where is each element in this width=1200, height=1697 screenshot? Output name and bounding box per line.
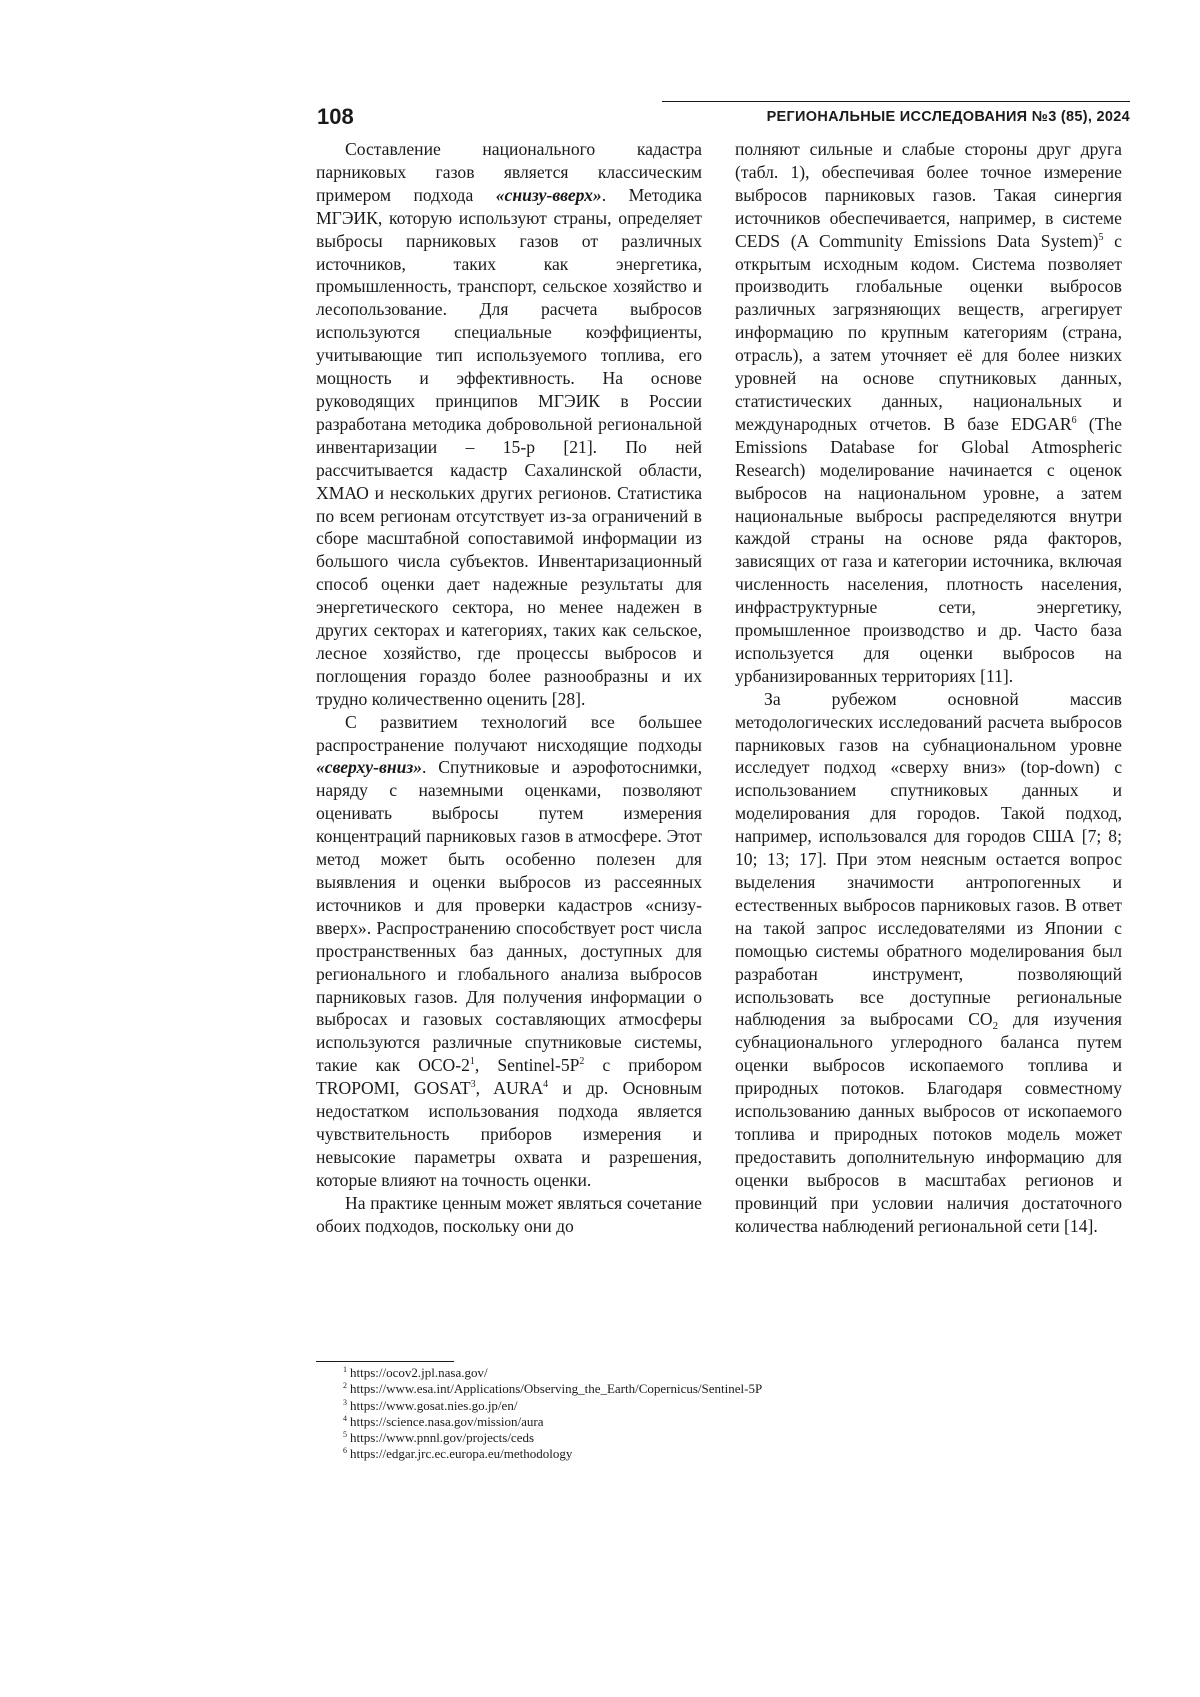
- page-number: 108: [317, 104, 354, 129]
- paragraph: За рубежом основной массив методологических исследований расчета выбросов парниковых газов на субнациональном уровне исследует подход «сверху вниз» (top-down) с использованием спутниковых данных и моделирования для городов. Такой подход, например, использовался для городов США [7; 8; 10; 13; 17]. При этом неясным остается вопрос выделения значимости антропогенных и естественных выбросов парниковых газов. В ответ на такой запрос исследователями из Японии с помощью системы обратного моделирования был разработан инструмент, позволяющий использовать все доступные региональные наблюдения за выбросами $CO_2$ для изучения субнационального углеродного баланса путем оценки выбросов ископаемого топлива и природных потоков. Благодаря совместному использованию данных выбросов от ископаемого топлива и природных потоков модель может предоставить дополнительную информацию для оценки выбросов в масштабах регионов и провинций при условии наличия достаточного количества наблюдений региональной сети [14].: [735, 688, 1122, 1236]
- emphasized-term: «снизу-вверх»: [495, 184, 602, 205]
- footnote-link[interactable]: https://edgar.jrc.ec.europa.eu/methodology: [350, 1446, 573, 1462]
- footnote-ref: 5: [1098, 231, 1104, 243]
- journal-title: РЕГИОНАЛЬНЫЕ ИССЛЕДОВАНИЯ №3 (85), 2024: [766, 109, 1130, 125]
- footnote-link[interactable]: https://ocov2.jpl.nasa.gov/: [350, 1365, 488, 1380]
- paragraph: С развитием технологий все большее распространение получают нисходящие подходы «сверху-вниз». Спутниковые и аэрофотоснимки, наряду с наземными оценками, позволяют оценивать выбросы путем измерения концентраций парниковых газов в атмосфере. Этот метод может быть особенно полезен для выявления и оценки выбросов из рассеянных источников и для проверки кадастров «снизу-вверх». Распространению способствует рост числа пространственных баз данных, доступных для регионального и глобального анализа выбросов парниковых газов. Для получения информации о выбросах и газовых составляющих атмосферы используются различные спутниковые системы, такие как OCO-$2^1$, Sentinel-$5P^2$ с прибором TROPOMI, GOSAT$^3$, AURA$^4$ и др. Основным недостатком использования подхода является чувствительность приборов измерения и невысокие параметры охвата и разрешения, которые влияют на точность оценки.: [316, 711, 702, 1190]
- header-rule: [662, 101, 1130, 102]
- footnote-ref: 3: [470, 1079, 476, 1091]
- footnotes: [343, 1365, 762, 1463]
- running-header: [317, 104, 1130, 130]
- footnote: $^3$ https://www.gosat.nies.go.jp/en/: [343, 1397, 518, 1413]
- paragraph: Составление национального кадастра парниковых газов является классическим примером подхода «снизу-вверх». Методика МГЭИК, которую используют страны, определяет выбросы парниковых газов от различных источников, таких как энергетика, промышленность, транспорт, сельское хозяйство и лесопользование. Для расчета выбросов используются специальные коэффициенты, учитывающие тип используемого топлива, его мощность и эффективность. На основе руководящих принципов МГЭИК в России разработана методика добровольной региональной инвентаризации – 15-р [21]. По ней рассчитывается кадастр Сахалинской области, ХМАО и нескольких других регионов. Статистика по всем регионам отсутствует из-за ограничений в сборе масштабной сопоставимой информации из большого числа субъектов. Инвентаризационный способ оценки дает надежные результаты для энергетического сектора, но менее надежен в других секторах и категориях, таких как сельское, лесное хозяйство, где процессы выбросов и поглощения гораздо более разнообразны и их трудно количественно оценить [28].: [316, 139, 702, 709]
- footnote-link[interactable]: https://www.pnnl.gov/projects/ceds: [350, 1430, 535, 1446]
- footnote-link[interactable]: https://science.nasa.gov/mission/aura: [350, 1413, 544, 1429]
- footnote-link[interactable]: https://www.gosat.nies.go.jp/en/: [350, 1397, 518, 1413]
- footnote: $^2$ https://www.esa.int/Applications/Observing_the_Earth/Copernicus/Sentinel-5P: [343, 1381, 763, 1397]
- footnote-ref: 2: [579, 1056, 585, 1068]
- right-column: [735, 138, 1122, 1238]
- footnote-link[interactable]: https://www.esa.int/Applications/Observing_the_Earth/Copernicus/Sentinel-5P: [350, 1381, 763, 1397]
- footnote-ref: 1: [469, 1056, 475, 1068]
- left-column: [316, 138, 702, 1238]
- footnote-separator: [316, 1361, 454, 1362]
- subscript: 2: [992, 1020, 999, 1033]
- footnote: $^6$ https://edgar.jrc.ec.europa.eu/methodology: [343, 1446, 573, 1462]
- footnote: $^5$ https://www.pnnl.gov/projects/ceds: [343, 1430, 535, 1446]
- footnote-ref: 6: [1071, 414, 1077, 426]
- emphasized-term: «сверху-вниз»: [316, 757, 423, 778]
- paragraph: полняют сильные и слабые стороны друг друга (табл. 1), обеспечивая более точное измерение выбросов парниковых газов. Такая синергия источников обеспечивается, например, в системе CEDS (A Community Emissions Data System)$^5$ с открытым исходным кодом. Система позволяет производить глобальные оценки выбросов различных загрязняющих веществ, агрегирует информацию по крупным категориям (страна, отрасль), а затем уточняет её для более низких уровней на основе спутниковых данных, статистических данных, национальных и международных отчетов. В базе EDGAR$^6$ (The Emissions Database for Global Atmospheric Research) моделирование начинается с оценок выбросов на национальном уровне, а затем национальные выбросы распределяются внутри каждой страны на основе ряда факторов, зависящих от газа и категории источника, включая численность населения, плотность населения, инфраструктурные сети, энергетику, промышленное производство и др. Часто база используется для оценки выбросов на урбанизированных территориях [11].: [735, 139, 1122, 686]
- footnote-ref: 4: [543, 1079, 549, 1091]
- paragraph: На практике ценным может являться сочетание обоих подходов, поскольку они до: [316, 1192, 702, 1236]
- footnote: $^4$ https://science.nasa.gov/mission/aura: [343, 1413, 544, 1429]
- footnote: $^1$ https://ocov2.jpl.nasa.gov/: [343, 1365, 488, 1380]
